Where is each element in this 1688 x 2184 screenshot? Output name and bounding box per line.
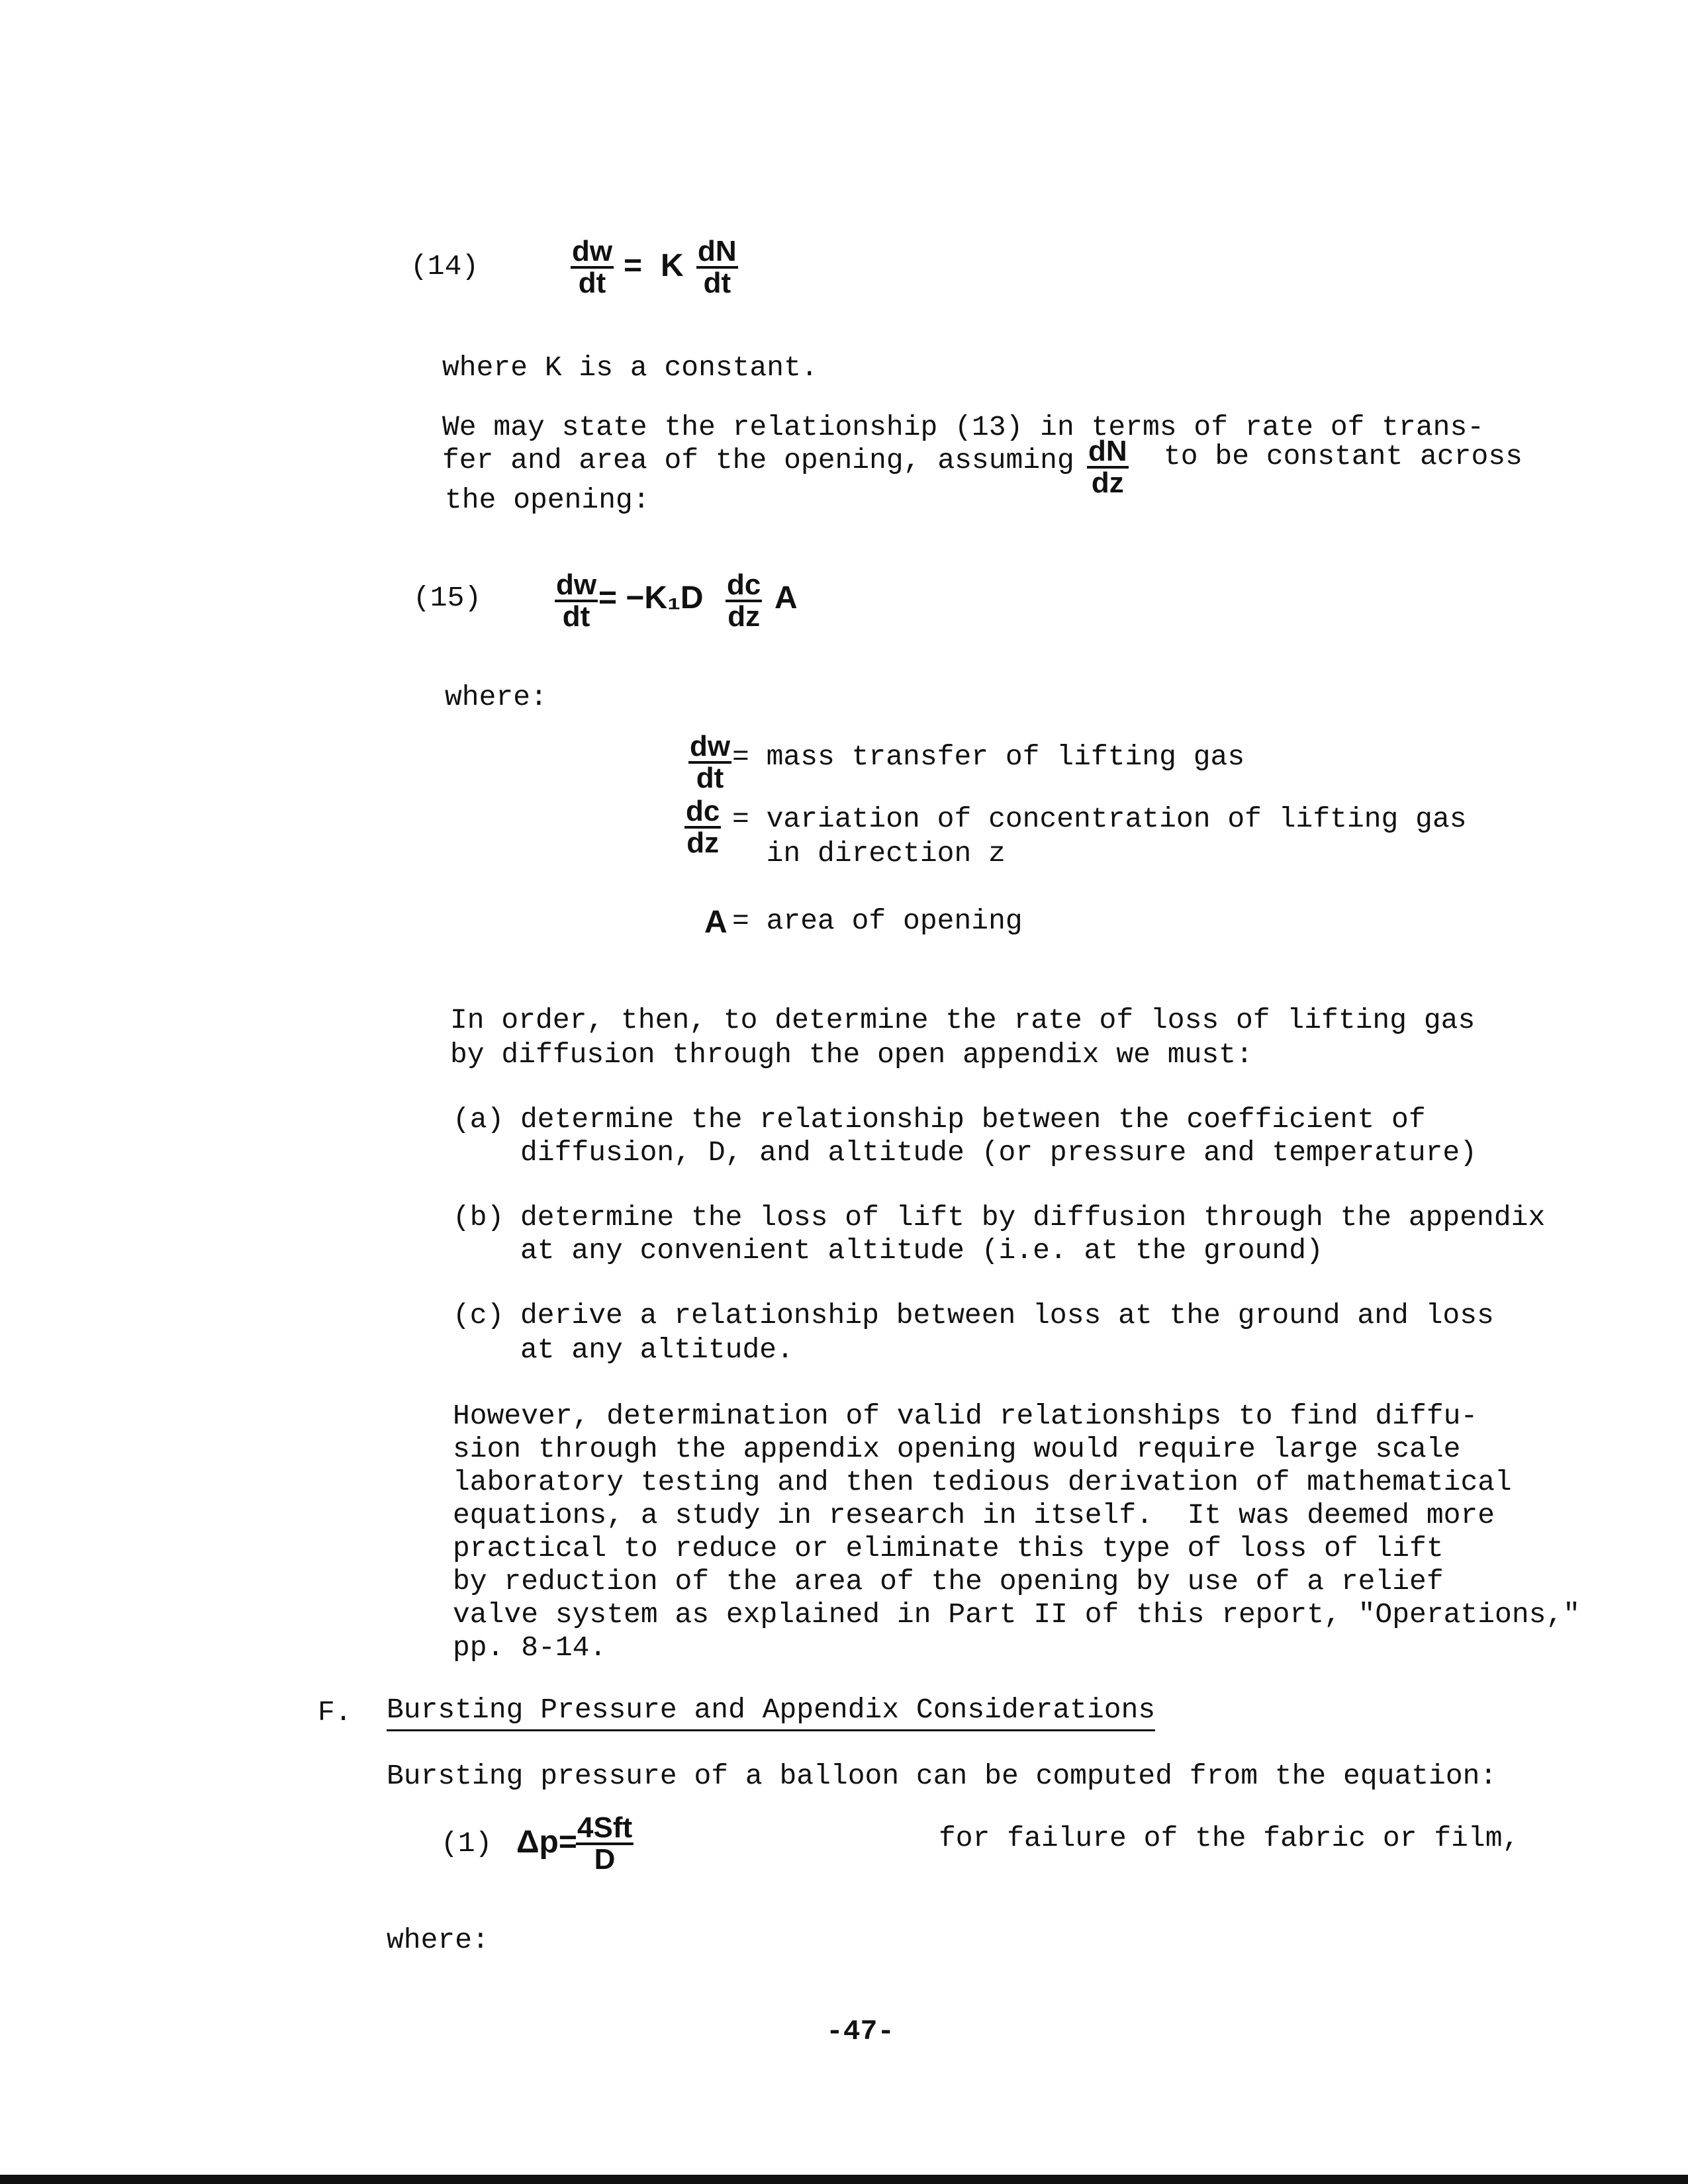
eq15-label: (15)	[413, 582, 482, 614]
item-a-line-2: diffusion, D, and altitude (or pressure and temperature)	[520, 1136, 1477, 1169]
def-concentration-line-1: = variation of concentration of lifting gas	[732, 803, 1467, 835]
def-dw-dt-fraction	[688, 732, 731, 793]
para3-line-8: pp. 8-14.	[453, 1631, 607, 1664]
dn-dz-numerator: dN	[1088, 435, 1127, 467]
item-a-line-1: determine the relationship between the coefficient of	[520, 1103, 1426, 1136]
eq14-label: (14)	[410, 250, 479, 283]
def-dc-denominator: dz	[686, 827, 720, 859]
eq14-constant-k: K	[661, 248, 684, 283]
eq1-label: (1)	[441, 1827, 492, 1860]
def-dw-numerator: dw	[690, 730, 731, 762]
para4-text: Bursting pressure of a balloon can be computed from the equation:	[387, 1760, 1497, 1792]
eq14-lhs-fraction	[571, 237, 614, 298]
eq15-lhs-numerator: dw	[556, 569, 597, 601]
item-c-line-2: at any altitude.	[520, 1334, 794, 1366]
def-area-text: = area of opening	[732, 905, 1023, 937]
item-a-label: (a)	[453, 1103, 504, 1136]
para3-line-1: However, determination of valid relationships to find diffu-	[453, 1400, 1478, 1432]
para1-line-1: We may state the relationship (13) in terms of rate of trans-	[442, 411, 1485, 443]
para3-line-6: by reduction of the area of the opening by use of a relief	[453, 1565, 1444, 1598]
eq14-equals: =	[624, 248, 643, 283]
item-b-line-1: determine the loss of lift by diffusion through the appendix	[520, 1201, 1546, 1234]
where-label-3: where:	[387, 1924, 489, 1956]
para3-line-7: valve system as explained in Part II of this report, "Operations,"	[453, 1598, 1581, 1631]
eq15-rhs-numerator: dc	[727, 569, 761, 601]
section-f-letter: F.	[318, 1696, 352, 1729]
where-k-text: where K is a constant.	[442, 351, 818, 384]
para3-line-4: equations, a study in research in itself. It was deemed more	[453, 1499, 1495, 1531]
def-dw-denominator: dt	[696, 762, 724, 794]
eq1-fraction	[576, 1813, 633, 1874]
para3-line-5: practical to reduce or eliminate this type of loss of lift	[453, 1532, 1444, 1565]
para2-line-1: In order, then, to determine the rate of loss of lifting gas	[450, 1004, 1476, 1036]
def-concentration-line-2: in direction z	[732, 837, 1006, 870]
para2-line-2: by diffusion through the open appendix we must:	[450, 1038, 1253, 1071]
item-c-line-1: derive a relationship between loss at the ground and loss	[520, 1299, 1494, 1332]
eq14-rhs-numerator: dN	[698, 235, 737, 267]
dn-dz-denominator: dz	[1091, 467, 1124, 499]
section-f-title: Bursting Pressure and Appendix Considerations	[387, 1693, 1155, 1731]
para3-line-2: sion through the appendix opening would require large scale	[453, 1433, 1461, 1465]
eq14-rhs-denominator: dt	[703, 267, 731, 299]
eq15-middle-term: = −K₁D	[598, 580, 704, 615]
para1-line-3: the opening:	[445, 484, 650, 516]
eq1-denominator: D	[594, 1843, 616, 1876]
para3-line-3: laboratory testing and then tedious derivation of mathematical	[453, 1466, 1512, 1498]
eq15-rhs-denominator: dz	[727, 600, 761, 633]
eq15-area-symbol: A	[774, 580, 798, 615]
item-c-label: (c)	[453, 1299, 504, 1332]
item-b-label: (b)	[453, 1201, 504, 1234]
def-mass-transfer: = mass transfer of lifting gas	[732, 741, 1245, 773]
item-b-line-2: at any convenient altitude (i.e. at the ground)	[520, 1234, 1323, 1267]
eq1-lhs: Δp=	[516, 1825, 577, 1860]
eq15-lhs-denominator: dt	[562, 600, 590, 633]
eq15-lhs-fraction	[555, 570, 598, 631]
bottom-scan-border	[0, 2175, 1688, 2184]
para1-line-2-tail: to be constant across	[1164, 440, 1523, 473]
eq1-numerator: 4Sft	[577, 1811, 633, 1844]
def-dc-numerator: dc	[686, 795, 720, 827]
para1-line-2: fer and area of the opening, assuming	[442, 444, 1074, 477]
def-dc-dz-fraction	[684, 797, 721, 858]
eq14-lhs-denominator: dt	[578, 267, 606, 299]
def-area-symbol: A	[704, 905, 727, 940]
eq1-note: for failure of the fabric or film,	[939, 1822, 1520, 1854]
where-label-2: where:	[445, 681, 547, 713]
eq14-lhs-numerator: dw	[572, 235, 613, 267]
eq15-rhs-fraction	[726, 570, 762, 631]
page-number: -47-	[826, 2015, 895, 2048]
dn-dz-fraction	[1087, 437, 1129, 498]
eq14-rhs-fraction	[696, 237, 738, 298]
